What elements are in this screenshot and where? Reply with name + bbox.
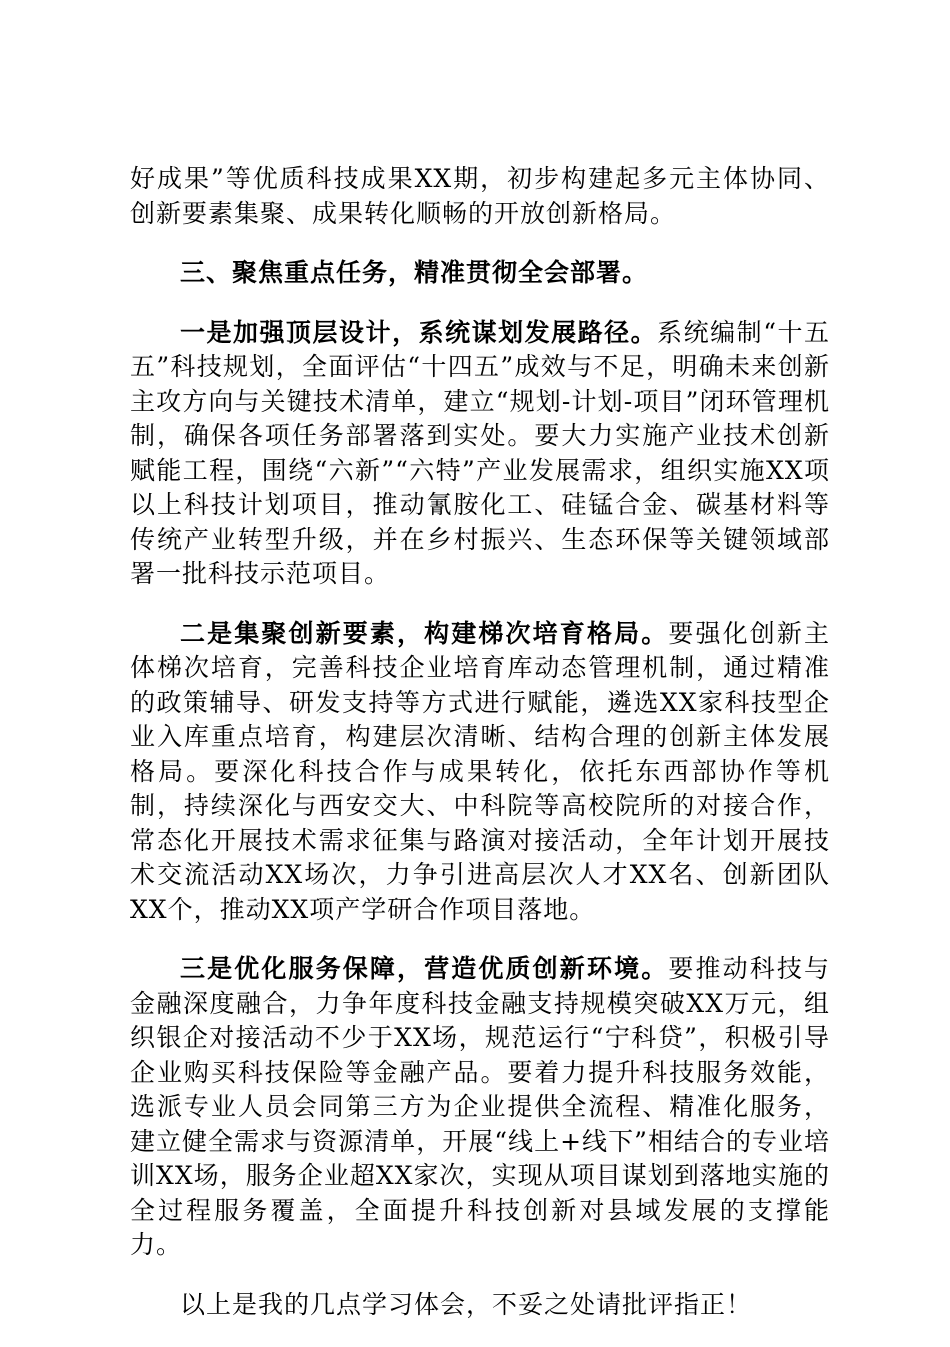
document-page [130, 162, 830, 1347]
paragraph-text: 要推动科技与金融深度融合，力争年度科技金融支持规模突破XX万元，组织银企对接活动不少于XX场，规范运行“宁科贷”，积极引导企业购买科技保险等金融产品。要着力提升科技服务效能，选派专业人员会同第三方为企业提供全流程、精准化服务，建立健全需求与资源清单，开展“线上+线下”相结合的专业培训XX场，服务企业超XX家次，实现从项目谋划到落地实施的全过程服务覆盖，全面提升科技创新对县域发展的支撑能力。 [130, 954, 830, 1259]
paragraph-text: 好成果”等优质科技成果XX期，初步构建起多元主体协同、创新要素集聚、成果转化顺畅的开放创新格局。 [130, 164, 830, 228]
heading-text: 三、聚焦重点任务，精准贯彻全会部署。 [180, 258, 649, 287]
body-paragraph-3 [130, 952, 830, 1263]
body-paragraph-1 [130, 316, 830, 592]
body-paragraph-2 [130, 617, 830, 928]
paragraph-text: 以上是我的几点学习体会，不妥之处请批评指正！ [180, 1289, 753, 1319]
continuation-paragraph [130, 162, 830, 231]
paragraph-lead: 二是集聚创新要素，构建梯次培育格局。 [180, 618, 669, 648]
section-heading [130, 256, 830, 291]
paragraph-text: 要强化创新主体梯次培育，完善科技企业培育库动态管理机制，通过精准的政策辅导、研发支持等方式进行赋能，遴选XX家科技型企业入库重点培育，构建层次清晰、结构合理的创新主体发展格局。要深化科技合作与成果转化，依托东西部协作等机制，持续深化与西安交大、中科院等高校院所的对接合作，常态化开展技术需求征集与路演对接活动，全年计划开展技术交流活动XX场次，力争引进高层次人才XX名、创新团队XX个，推动XX项产学研合作项目落地。 [130, 618, 830, 924]
paragraph-text: 系统编制“十五五”科技规划，全面评估“十四五”成效与不足，明确未来创新主攻方向与关键技术清单，建立“规划-计划-项目”闭环管理机制，确保各项任务部署落到实处。要大力实施产业技术创新赋能工程，围绕“六新”“六特”产业发展需求，组织实施XX项以上科技计划项目，推动氰胺化工、硅锰合金、碳基材料等传统产业转型升级，并在乡村振兴、生态环保等关键领域部署一批科技示范项目。 [130, 317, 830, 588]
paragraph-lead: 三是优化服务保障，营造优质创新环境。 [180, 954, 669, 983]
closing-paragraph [130, 1288, 830, 1323]
paragraph-lead: 一是加强顶层设计，系统谋划发展路径。 [180, 317, 658, 347]
